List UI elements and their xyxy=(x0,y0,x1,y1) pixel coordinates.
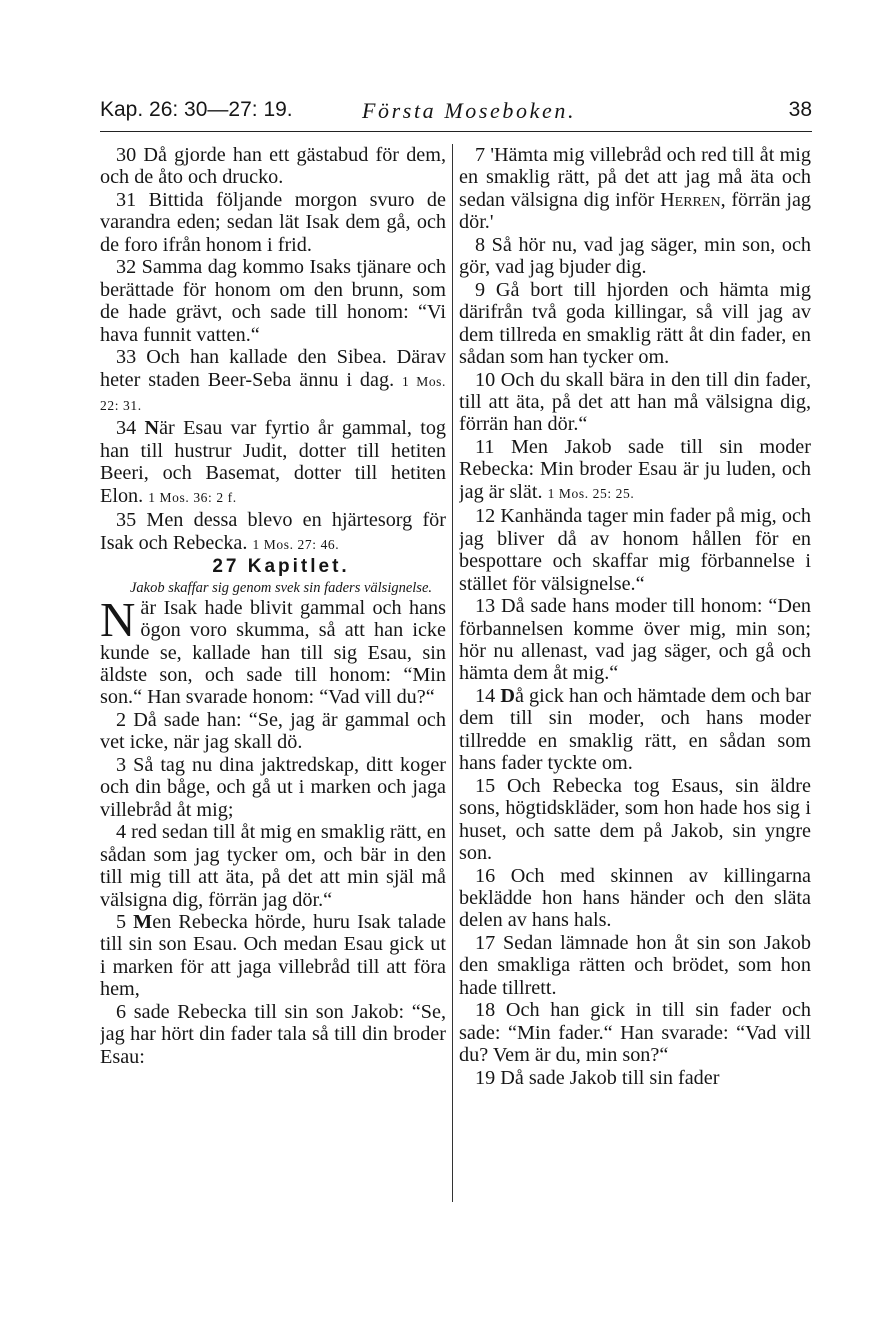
left-column xyxy=(100,144,446,1214)
verse-26-31: 31 Bittida följande morgon svuro de varandra eden; sedan lät Isak dem gå, och de foro ifrån honom i frid. xyxy=(100,188,446,256)
verse-text: 11 Men Jakob sade till sin moder Rebecka: Min broder Esau är ju luden, och jag är slät. xyxy=(459,435,811,503)
verse-text: en Rebecka hörde, huru Isak talade till sin son Esau. Och medan Esau gick ut i marken för att jaga villebråd till att föra hem, xyxy=(100,910,446,1001)
verse-number: 14 xyxy=(475,684,501,707)
verse-27-19: 19 Då sade Jakob till sin fader xyxy=(475,1066,720,1089)
chapter-heading: 27 Kapitlet. xyxy=(212,556,350,578)
column-divider xyxy=(452,144,453,1202)
verse-26-34 xyxy=(100,417,446,509)
book-title: Första Moseboken. xyxy=(362,98,577,123)
bold-initial: M xyxy=(133,910,153,933)
verse-27-4: 4 red sedan till åt mig en smaklig rätt, en sådan som jag tycker om, och bär in den till mig till att äta, på det att min själ må välsigna dig, förrän jag dör.“ xyxy=(100,821,446,911)
chapter-range: Kap. 26: 30—27: 19. xyxy=(100,98,293,121)
right-column xyxy=(459,144,811,1214)
verse-26-35 xyxy=(100,509,446,556)
verse-text: är Isak hade blivit gammal och hans ögon voro skumma, så att han icke kunde se, kallade han till sig Esau, sin äldste son, och sade till honom: “Min son.“ Han svarade honom: “Vad vill du?“ xyxy=(100,596,446,709)
verse-27-17: 17 Sedan lämnade hon åt sin son Jakob den smakliga rätten och brödet, som hon hade tillrett. xyxy=(459,931,811,999)
verse-number: 34 xyxy=(116,417,145,440)
page-number: 38 xyxy=(788,98,812,121)
verse-27-7 xyxy=(459,144,811,234)
verse-27-16: 16 Och med skinnen av killingarna beklädde hon hans händer och den släta delen av hans hals. xyxy=(459,864,811,932)
cross-reference: 1 Mos. 25: 25. xyxy=(547,485,635,501)
verse-27-12: 12 Kanhända tager min fader på mig, och jag bliver då av honom hållen för en bespottare och skaffar mig förbannelse i stället för välsignelse.“ xyxy=(459,505,811,595)
verse-26-33 xyxy=(100,346,446,417)
verse-text: 35 Men dessa blevo en hjärtesorg för Isak och Rebecka. xyxy=(100,509,446,554)
verse-27-1 xyxy=(100,591,446,709)
drop-cap: N xyxy=(100,591,136,647)
cross-reference: 1 Mos. 36: 2 f. xyxy=(148,489,237,505)
verse-27-3: 3 Så tag nu dina jaktredskap, ditt koger och din båge, och gå ut i marken och jaga villebråd åt mig; xyxy=(100,753,446,821)
running-header xyxy=(100,98,812,130)
verse-26-32: 32 Samma dag kommo Isaks tjänare och berättade för honom om den brunn, som de hade grävt, och sade till honom: “Vi hava funnit vatten.“ xyxy=(100,256,446,346)
header-rule xyxy=(100,131,812,132)
verse-27-13: 13 Då sade hans moder till honom: “Den förbannelsen komme över mig, min son; hör nu allenast, vad jag säger, och gå och hämta dem åt mig.“ xyxy=(459,595,811,685)
verse-27-15: 15 Och Rebecka tog Esaus, sin äldre sons, högtidskläder, som hon hade hos sig i huset, och satte dem på Jakob, sin yngre son. xyxy=(459,774,811,865)
verse-27-14 xyxy=(459,685,811,775)
verse-27-18: 18 Och han gick in till sin fader och sade: “Min fader.“ Han svarade: “Vad vill du? Vem är du, min son?“ xyxy=(459,999,811,1067)
verse-27-6: 6 sade Rebecka till sin son Jakob: “Se, jag har hört din fader tala så till din broder Esau: xyxy=(100,1000,446,1068)
verse-text: är Esau var fyrtio år gammal, tog han till hustrur Judit, dotter till hetiten Beeri, och Basemat, dotter till hetiten Elon. xyxy=(100,417,446,507)
verse-text: 7 'Hämta mig villebråd och red till åt mig en smaklig rätt, på det att jag må äta och sedan välsigna dig inför xyxy=(459,144,811,211)
verse-text: , förrän jag dör.' xyxy=(459,188,811,234)
verse-27-10: 10 Och du skall bära in den till din fader, till att äta, på det att han må välsigna dig, förrän han dör.“ xyxy=(459,368,811,436)
bold-initial: D xyxy=(500,684,515,707)
verse-26-30: 30 Då gjorde han ett gästabud för dem, och de åto och drucko. xyxy=(100,144,446,189)
verse-text: å gick han och hämtade dem och bar dem till sin moder, och hans moder tillredde en smaklig rätt, en sådan som hans fader tyckte om. xyxy=(459,684,811,775)
verse-27-5 xyxy=(100,911,446,1001)
cross-reference: 1 Mos. 22: 31. xyxy=(100,373,446,413)
verse-27-11 xyxy=(459,436,811,505)
verse-number: 5 xyxy=(116,910,134,933)
lord-small-caps: Herren xyxy=(660,188,721,211)
verse-27-2: 2 Då sade han: “Se, jag är gammal och vet icke, när jag skall dö. xyxy=(100,708,446,754)
verse-text: 33 Och han kallade den Sibea. Därav heter staden Beer-Seba ännu i dag. xyxy=(100,346,446,391)
bold-initial: N xyxy=(144,417,160,440)
chapter-summary: Jakob skaffar sig genom svek sin faders välsignelse. xyxy=(129,579,433,596)
verse-27-9: 9 Gå bort till hjorden och hämta mig därifrån två goda killingar, så vill jag av dem tillreda en smaklig rätt åt din fader, en sådan som han tycker om. xyxy=(459,278,811,369)
verse-27-8: 8 Så hör nu, vad jag säger, min son, och gör, vad jag bjuder dig. xyxy=(459,233,811,279)
cross-reference: 1 Mos. 27: 46. xyxy=(252,536,340,552)
